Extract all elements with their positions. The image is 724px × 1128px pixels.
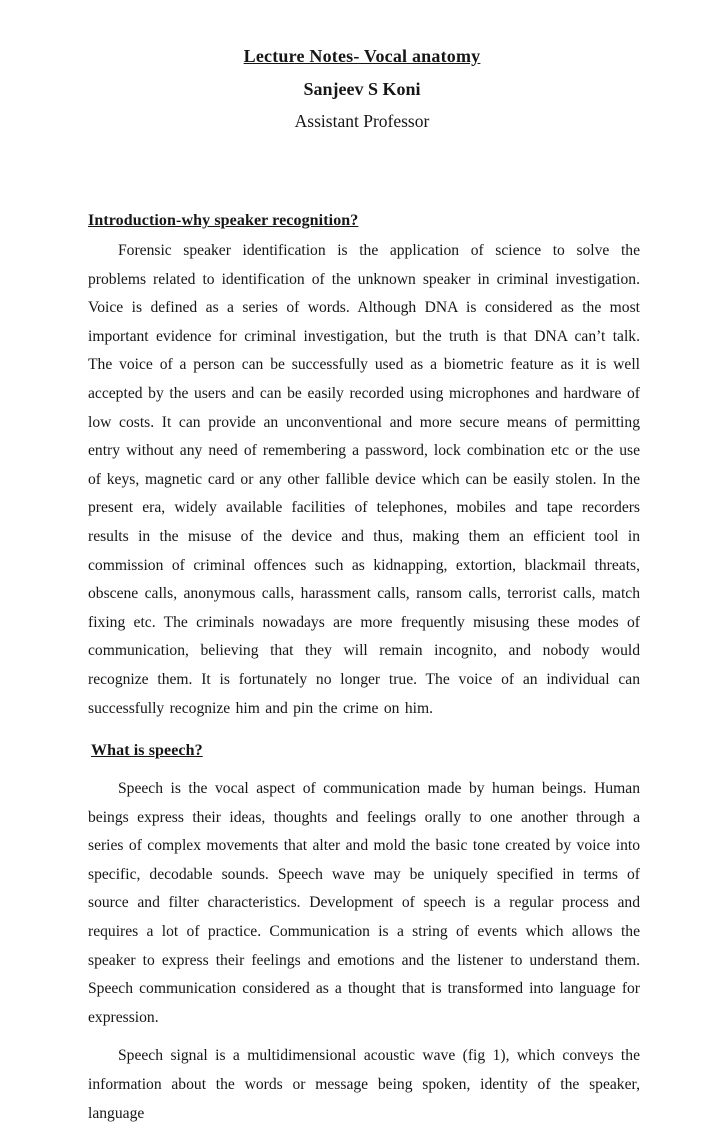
section-heading-what-is-speech: What is speech? xyxy=(91,742,203,760)
title-block xyxy=(0,0,724,137)
section-introduction xyxy=(88,209,640,723)
paragraph-introduction: Forensic speaker identification is the application of science to solve the problems related to identification of the unknown speaker in criminal investigation. Voice is defined as a series of words. Although DNA is considered as the most important evidence for criminal investigation, but the truth is that DNA can’t talk. The voice of a person can be successfully used as a biometric feature as it is well accepted by the users and can be easily recorded using microphones and hardware of low costs. It can provide an unconventional and more secure means of permitting entry without any need of remembering a password, lock combination etc or the use of keys, magnetic card or any other fallible device which can be easily stolen. In the present era, widely available facilities of telephones, mobiles and tape recorders results in the misuse of the device and thus, making them an efficient tool in commission of criminal offences such as kidnapping, extortion, blackmail threats, obscene calls, anonymous calls, harassment calls, ransom calls, terrorist calls, match fixing etc. The criminals nowadays are more frequently misusing these modes of communication, believing that they will remain incognito, and nobody would recognize them. It is fortunately no longer true. The voice of an individual can successfully recognize him and pin the crime on him. xyxy=(88,242,640,717)
author-role: Assistant Professor xyxy=(294,111,430,131)
document-title: Lecture Notes- Vocal anatomy xyxy=(243,46,481,66)
paragraph-speech-signal: Speech signal is a multidimensional acoustic wave (fig 1), which conveys the information about the words or message being spoken, identity of the speaker, language xyxy=(88,1047,640,1122)
section-what-is-speech xyxy=(88,739,640,1128)
document-body xyxy=(88,209,640,1128)
paragraph-speech-definition: Speech is the vocal aspect of communication made by human beings. Human beings express their ideas, thoughts and feelings orally to one another through a series of complex movements that alter and mold the basic tone created by voice into specific, decodable sounds. Speech wave may be uniquely specified in terms of source and filter characteristics. Development of speech is a regular process and requires a lot of practice. Communication is a string of events which allows the speaker to express their feelings and emotions and the listener to understand them. Speech communication considered as a thought that is transformed into language for expression. xyxy=(88,780,640,1026)
author-name: Sanjeev S Koni xyxy=(303,79,421,99)
section-heading-introduction: Introduction-why speaker recognition? xyxy=(88,212,359,229)
